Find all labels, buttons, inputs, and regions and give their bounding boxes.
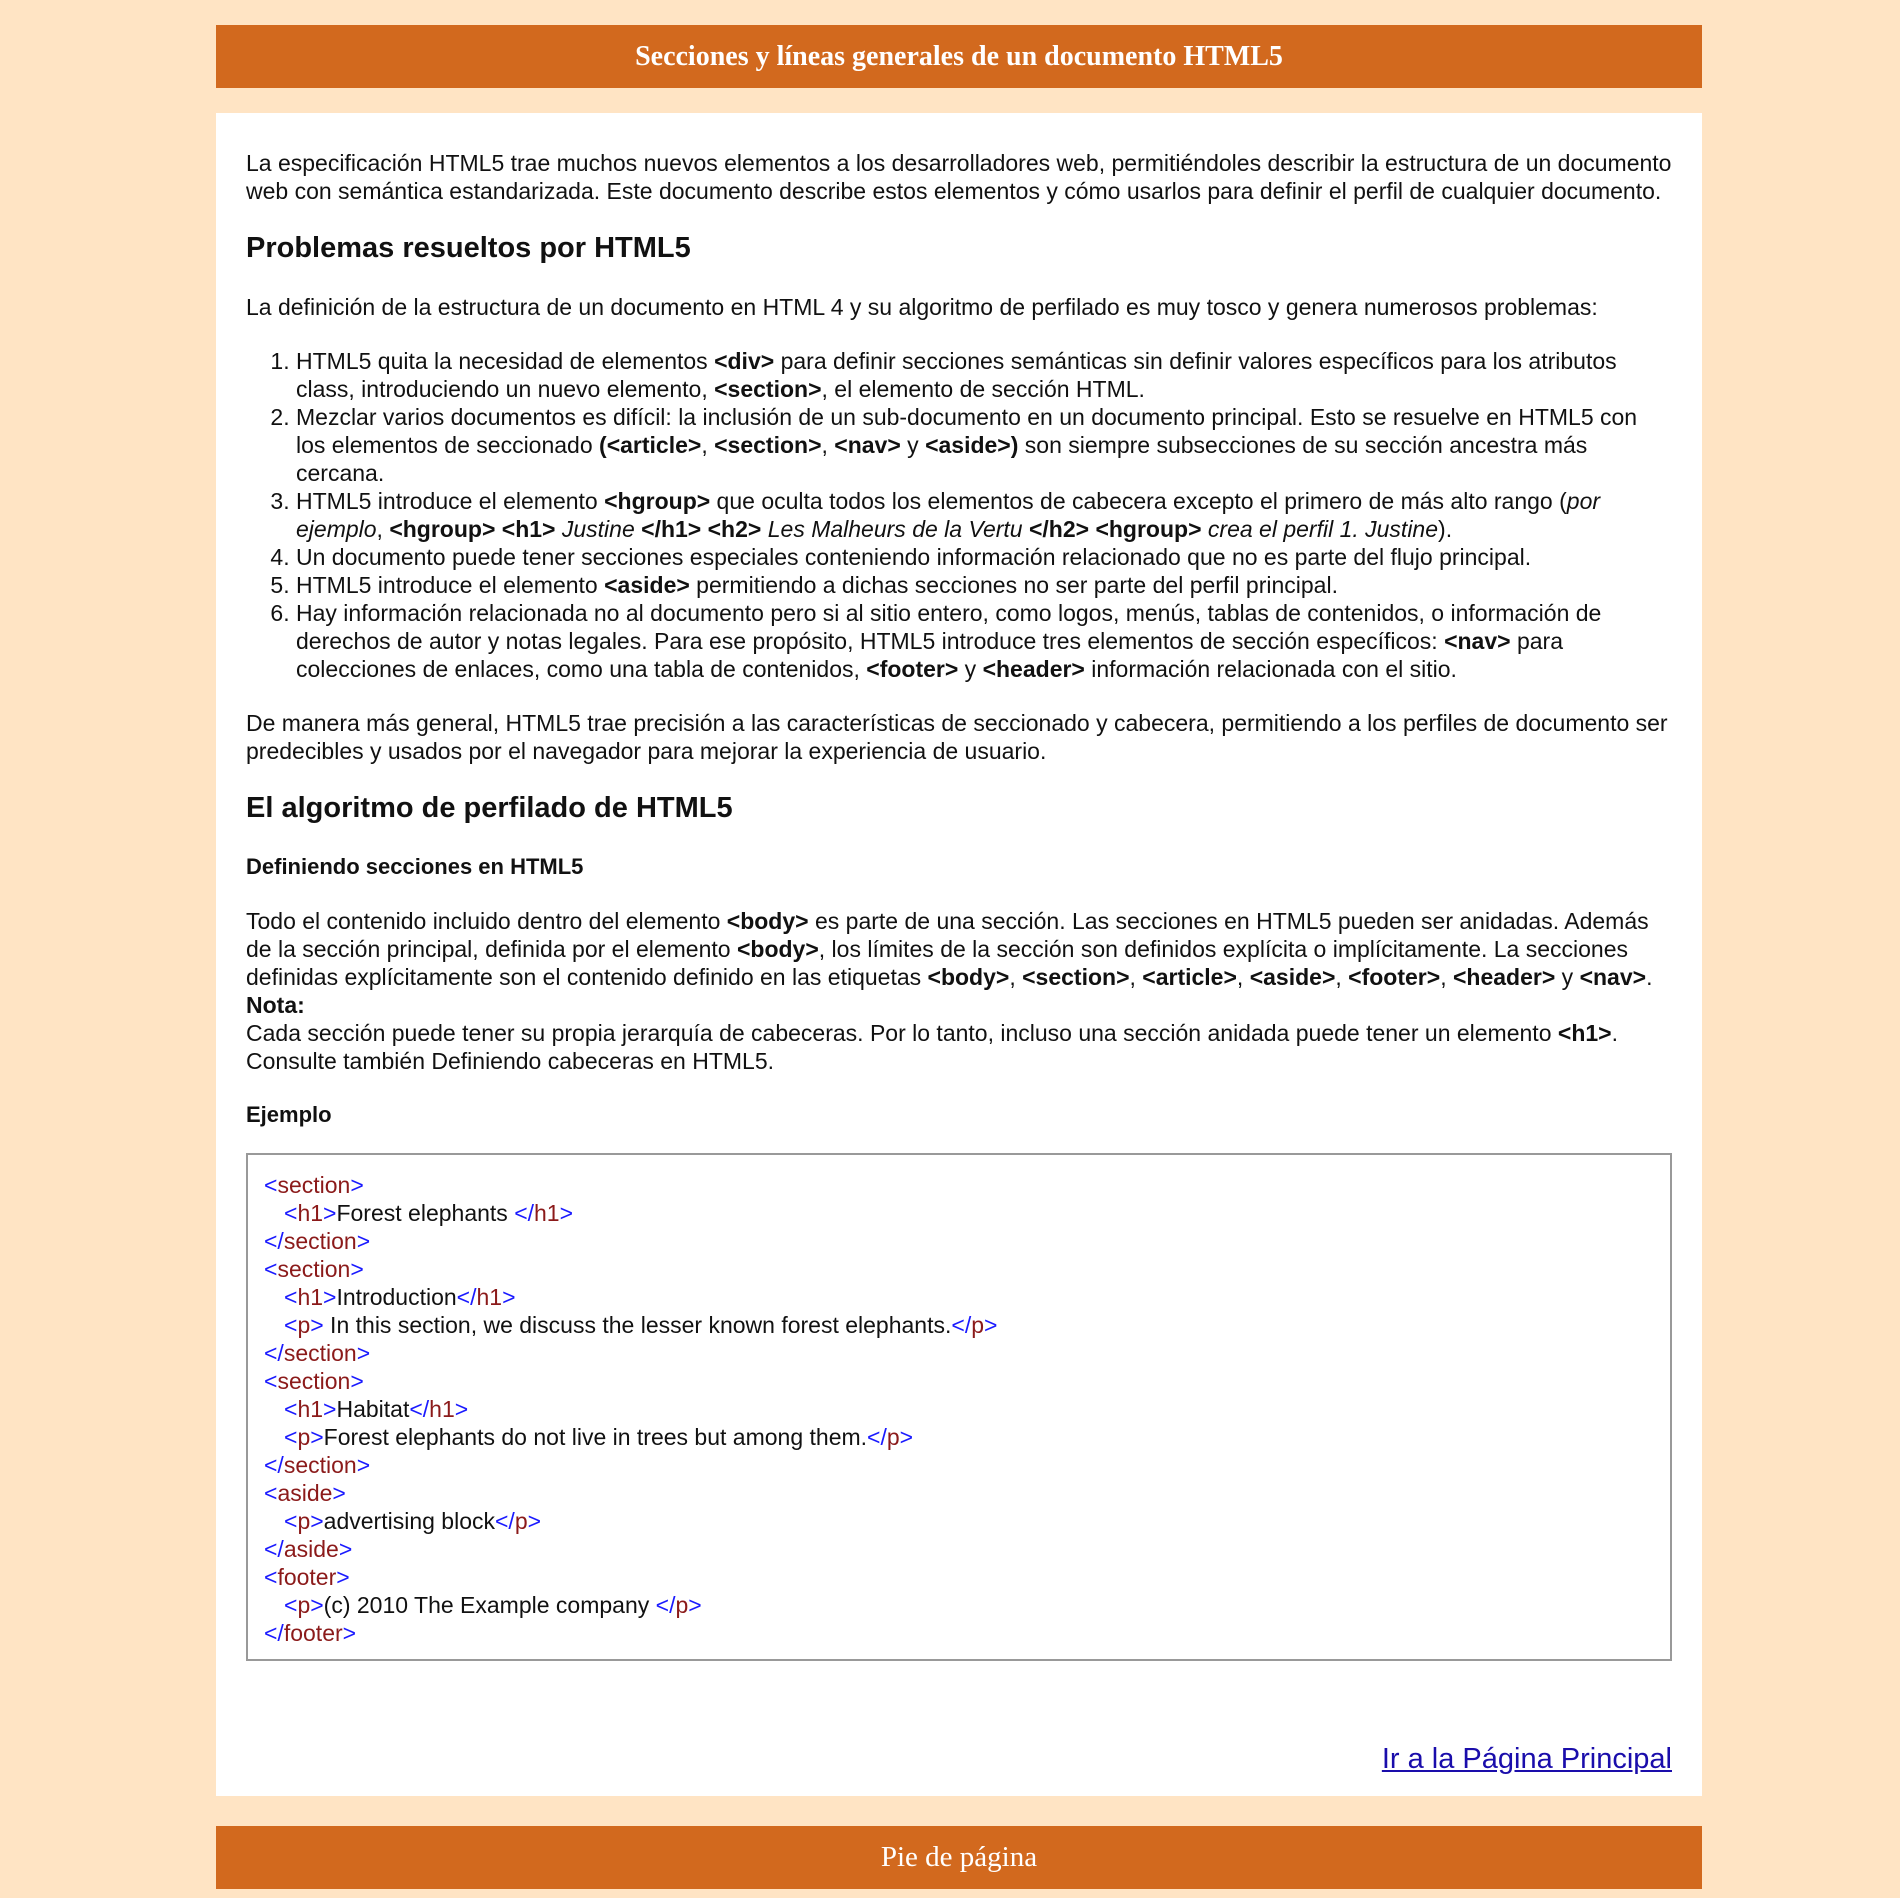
example-label: Ejemplo <box>246 1102 332 1127</box>
code-text: (c) 2010 The Example company <box>323 1592 656 1618</box>
code-tag-name: h1 <box>476 1284 503 1310</box>
inline-code-tag: <hgroup> <box>604 488 711 514</box>
code-tag-name: p <box>297 1424 311 1450</box>
code-text: Forest elephants do not live in trees but among them. <box>323 1424 868 1450</box>
inline-code-tag: <nav> <box>1444 628 1511 654</box>
italic-text: crea el perfil 1. Justine <box>1201 516 1439 542</box>
problems-lead-paragraph: La definición de la estructura de un documento en HTML 4 y su algoritmo de perfilado es muy tosco y genera numerosos problemas: <box>246 294 1598 320</box>
code-tag-name: section <box>277 1256 351 1282</box>
code-bracket: </ <box>409 1396 430 1422</box>
code-tag-name: p <box>297 1592 311 1618</box>
code-bracket: > <box>323 1396 337 1422</box>
code-tag-name: section <box>277 1172 351 1198</box>
code-line <box>264 1591 1654 1619</box>
code-bracket: < <box>284 1284 298 1310</box>
text-run: para colecciones de enlaces, como una tabla de contenidos, <box>296 628 1564 682</box>
inline-code-tag: <aside> <box>1249 964 1336 990</box>
code-bracket: > <box>350 1172 364 1198</box>
text-run: . <box>1646 964 1653 990</box>
code-line <box>264 1339 1654 1367</box>
problem-item <box>296 487 1672 543</box>
page-title: Secciones y líneas generales de un documento HTML5 <box>635 40 1283 72</box>
code-tag-name: footer <box>283 1620 343 1646</box>
code-bracket: > <box>338 1536 353 1562</box>
text-run: que oculta todos los elementos de cabecera excepto el primero de más alto rango ( <box>710 488 1567 514</box>
code-text: advertising block <box>323 1508 495 1534</box>
code-bracket: > <box>350 1368 364 1394</box>
code-tag-name: p <box>886 1424 900 1450</box>
code-line <box>264 1199 1654 1227</box>
note-label: Nota: <box>246 992 305 1018</box>
code-bracket: < <box>284 1396 298 1422</box>
italic-text: Les Malheurs de la Vertu <box>761 516 1029 542</box>
code-bracket: < <box>284 1424 298 1450</box>
code-tag-name: p <box>971 1312 985 1338</box>
code-tag-name: p <box>514 1508 528 1534</box>
intro-paragraph: La especificación HTML5 trae muchos nuevos elementos a los desarrolladores web, permitiéndoles describir la estructura de un documento web con semántica estandarizada. Este documento describe estos elementos y cómo usarlos para definir el perfil de cualquier documento. <box>246 150 1672 204</box>
sections-body-paragraph <box>246 907 1672 991</box>
page-header <box>216 25 1702 88</box>
text-run: . Consulte también Definiendo cabeceras en HTML5. <box>246 1020 1618 1074</box>
text-run: para definir secciones semánticas sin definir valores específicos para los atributos class, introduciendo un nuevo elemento, <box>296 348 1617 402</box>
text-run: información relacionada con el sitio. <box>1084 656 1457 682</box>
code-line <box>264 1423 1654 1451</box>
inline-code-tag: <header> <box>982 656 1085 682</box>
text-run: Mezclar varios documentos es difícil: la inclusión de un sub-documento en un documento principal. Esto se resuelve en HTML5 con los elementos de seccionado <box>296 404 1638 458</box>
code-text: Forest elephants <box>336 1200 515 1226</box>
code-bracket: < <box>264 1480 278 1506</box>
code-line <box>264 1507 1654 1535</box>
code-line <box>264 1395 1654 1423</box>
code-tag-name: h1 <box>534 1200 560 1226</box>
text-run: Hay información relacionada no al documento pero si al sitio entero, como logos, menús, tablas de contenidos, o información de derechos de autor y notas legales. Para ese propósito, HTML5 introduce tres elementos de sección específicos: <box>296 600 1602 654</box>
code-line <box>264 1255 1654 1283</box>
code-bracket: > <box>356 1340 371 1366</box>
code-tag-name: h1 <box>297 1200 324 1226</box>
text-run: , <box>1009 964 1023 990</box>
code-bracket: </ <box>514 1200 535 1226</box>
code-tag-name: p <box>297 1508 311 1534</box>
code-line <box>264 1535 1654 1563</box>
note-paragraph <box>246 1019 1672 1075</box>
text-run: HTML5 introduce el elemento <box>296 488 605 514</box>
italic-text: Justine <box>555 516 642 542</box>
code-bracket: < <box>284 1508 298 1534</box>
code-tag-name: section <box>283 1340 357 1366</box>
problem-item <box>296 403 1672 487</box>
inline-code-tag: <section> <box>1022 964 1130 990</box>
code-bracket: > <box>527 1508 542 1534</box>
code-bracket: > <box>502 1284 516 1310</box>
text-run: , <box>1440 964 1453 990</box>
code-bracket: > <box>323 1284 337 1310</box>
text-run: , <box>1236 964 1250 990</box>
text-run: , el elemento de sección HTML. <box>821 376 1145 402</box>
inline-code-tag: <body> <box>736 936 819 962</box>
code-text: Habitat <box>336 1396 410 1422</box>
code-bracket: > <box>899 1424 914 1450</box>
text-run: Todo el contenido incluido dentro del elemento <box>246 908 727 934</box>
code-bracket: > <box>688 1592 702 1618</box>
code-tag-name: h1 <box>297 1284 324 1310</box>
code-tag-name: h1 <box>429 1396 455 1422</box>
code-tag-name: aside <box>283 1536 339 1562</box>
code-bracket: > <box>310 1424 324 1450</box>
inline-code-tag: <footer> <box>866 656 959 682</box>
code-bracket: > <box>323 1200 337 1226</box>
inline-code-tag: <nav> <box>834 432 901 458</box>
code-bracket: < <box>284 1312 298 1338</box>
code-tag-name: section <box>283 1452 357 1478</box>
text-run: y <box>1555 964 1580 990</box>
text-run: Un documento puede tener secciones especiales conteniendo información relacionado que no es parte del flujo principal. <box>296 544 1532 570</box>
code-bracket: </ <box>264 1536 284 1562</box>
code-bracket: < <box>284 1592 298 1618</box>
code-tag-name: p <box>297 1312 311 1338</box>
text-run: Cada sección puede tener su propia jerarquía de cabeceras. Por lo tanto, incluso una sección anidada puede tener un elemento <box>246 1020 1558 1046</box>
code-line <box>264 1171 1654 1199</box>
code-bracket: > <box>310 1312 324 1338</box>
code-tag-name: p <box>675 1592 689 1618</box>
italic-text: por ejemplo <box>296 488 1601 542</box>
code-line <box>264 1367 1654 1395</box>
code-bracket: </ <box>494 1508 515 1534</box>
code-line <box>264 1451 1654 1479</box>
inline-code-tag: <h1> <box>1557 1020 1612 1046</box>
code-bracket: < <box>264 1256 278 1282</box>
code-bracket: </ <box>264 1620 284 1646</box>
code-bracket: </ <box>951 1312 972 1338</box>
inline-code-tag: <body> <box>927 964 1010 990</box>
code-bracket: </ <box>867 1424 887 1450</box>
code-tag-name: aside <box>277 1480 333 1506</box>
code-bracket: > <box>984 1312 998 1338</box>
inline-code-tag: <section> <box>714 376 822 402</box>
code-example <box>246 1153 1672 1661</box>
text-run: y <box>900 432 926 458</box>
problem-item <box>296 571 1672 599</box>
inline-code-tag: <aside>) <box>925 432 1019 458</box>
problems-closing-paragraph: De manera más general, HTML5 trae precisión a las características de seccionado y cabecera, permitiendo a los perfiles de documento ser predecibles y usados por el navegador para mejorar la experiencia de usuario. <box>246 710 1668 764</box>
inline-code-tag: <nav> <box>1579 964 1647 990</box>
section-heading-algorithm: El algoritmo de perfilado de HTML5 <box>246 792 733 824</box>
text-run: y <box>958 656 983 682</box>
text-run: HTML5 introduce el elemento <box>296 572 605 598</box>
code-tag-name: h1 <box>297 1396 324 1422</box>
text-run: son siempre subsecciones de su sección ancestra más cercana. <box>296 432 1588 486</box>
code-bracket: > <box>342 1620 357 1646</box>
code-bracket: > <box>350 1256 364 1282</box>
section-heading-problems: Problemas resueltos por HTML5 <box>246 232 691 264</box>
code-line <box>264 1479 1654 1507</box>
text-run: HTML5 quita la necesidad de elementos <box>296 348 715 374</box>
footer-text: Pie de página <box>880 1841 1038 1873</box>
inline-code-tag: <aside> <box>604 572 690 598</box>
problem-item <box>296 599 1672 683</box>
text-run: ). <box>1438 516 1453 542</box>
problems-list <box>246 347 1672 683</box>
inline-code-tag: <section> <box>714 432 822 458</box>
code-bracket: < <box>264 1368 278 1394</box>
code-line <box>264 1311 1654 1339</box>
inline-code-tag: <hgroup> <h1> <box>389 516 556 542</box>
problem-item <box>296 347 1672 403</box>
inline-code-tag: <header> <box>1452 964 1556 990</box>
problem-item <box>296 543 1672 571</box>
code-tag-name: footer <box>277 1564 337 1590</box>
code-bracket: > <box>559 1200 574 1226</box>
inline-code-tag: </h2> <hgroup> <box>1028 516 1202 542</box>
inline-code-tag: (<article> <box>599 432 702 458</box>
home-link[interactable]: Ir a la Página Principal <box>1381 1743 1672 1775</box>
code-bracket: </ <box>456 1284 477 1310</box>
code-text: Introduction <box>336 1284 457 1310</box>
code-bracket: > <box>332 1480 346 1506</box>
code-line <box>264 1283 1654 1311</box>
code-bracket: < <box>264 1564 278 1590</box>
page-footer <box>216 1826 1702 1889</box>
inline-code-tag: </h1> <h2> <box>641 516 762 542</box>
text-run: , <box>376 516 390 542</box>
text-run: , <box>1129 964 1143 990</box>
code-line <box>264 1563 1654 1591</box>
code-text: In this section, we discuss the lesser known forest elephants. <box>323 1312 952 1338</box>
code-tag-name: section <box>277 1368 351 1394</box>
inline-code-tag: <article> <box>1142 964 1237 990</box>
code-bracket: > <box>356 1452 371 1478</box>
code-line <box>264 1619 1654 1647</box>
code-bracket: </ <box>264 1452 284 1478</box>
text-run: , <box>701 432 715 458</box>
code-bracket: < <box>264 1172 278 1198</box>
code-tag-name: section <box>283 1228 357 1254</box>
main-content <box>216 113 1702 1796</box>
code-bracket: </ <box>655 1592 676 1618</box>
code-line <box>264 1227 1654 1255</box>
text-run: , <box>1335 964 1349 990</box>
code-bracket: < <box>284 1200 298 1226</box>
code-bracket: > <box>336 1564 350 1590</box>
code-bracket: > <box>454 1396 469 1422</box>
text-run: , los límites de la sección son definidos explícita o implícitamente. La secciones definidas explícitamente son el contenido definido en las etiquetas <box>246 936 1629 990</box>
subheading-defining-sections: Definiendo secciones en HTML5 <box>246 854 584 879</box>
code-bracket: > <box>310 1592 324 1618</box>
inline-code-tag: <footer> <box>1348 964 1441 990</box>
text-run: es parte de una sección. Las secciones en HTML5 pueden ser anidadas. Además de la sección principal, definida por el elemento <box>246 908 1649 962</box>
text-run: , <box>821 432 835 458</box>
inline-code-tag: <body> <box>726 908 809 934</box>
code-bracket: > <box>310 1508 324 1534</box>
code-bracket: </ <box>264 1228 284 1254</box>
text-run: permitiendo a dichas secciones no ser parte del perfil principal. <box>689 572 1338 598</box>
code-bracket: > <box>356 1228 371 1254</box>
code-bracket: </ <box>264 1340 284 1366</box>
inline-code-tag: <div> <box>714 348 775 374</box>
